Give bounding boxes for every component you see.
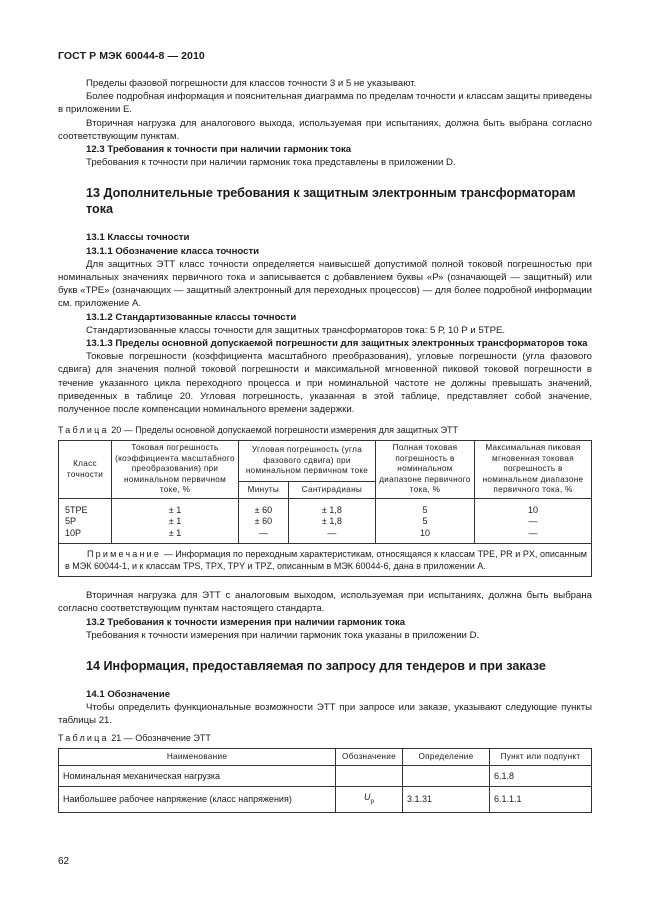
header-symbol: Обозначение [336, 748, 403, 765]
cell-clause: 6.1.1.1 [490, 786, 592, 812]
document-header: ГОСТ Р МЭК 60044-8 — 2010 [58, 50, 205, 62]
subsection-heading: 13.1.3 Пределы основной допускаемой погрешности для защитных электронных трансформаторов тока [86, 338, 588, 350]
table-row [59, 765, 592, 786]
table-caption [58, 424, 592, 437]
accuracy-limits-table [58, 440, 592, 577]
header-name: Наименование [59, 748, 336, 765]
header-full-error: Полная токовая погрешность в номинальном диапазоне первичного тока, % [376, 441, 475, 499]
centiradian-values: ± 1,8 ± 1,8 — [288, 498, 375, 543]
current-error-values: ± 1 ± 1 ± 1 [112, 498, 239, 543]
note-word: Примечание [87, 549, 162, 560]
cell-clause: 6.1.8 [490, 765, 592, 786]
header-current-error: Токовая погрешность (коэффициента масштабного преобразования) при номинальном первичном токе, % [112, 441, 239, 499]
cell-symbol [336, 786, 403, 812]
header-angle-error: Угловая погрешность (угла фазового сдвига) при номинальном первичном токе [239, 441, 376, 481]
subsection-heading: 13.1 Классы точности [86, 232, 190, 244]
section-heading: 13 Дополнительные требования к защитным электронным трансформаторам тока [86, 186, 576, 217]
paragraph: Вторичная нагрузка для аналогового выхода, используемая при испытаниях, должна быть выбрана согласно соответствующим пунктам. [58, 117, 592, 142]
paragraph: Стандартизованные классы точности для защитных трансформаторов тока: 5 Р, 10 Р и 5ТРЕ. [86, 324, 506, 336]
subsection-heading: 12.3 Требования к точности при наличии гармоник тока [86, 144, 352, 156]
subsection-heading: 13.1.2 Стандартизованные классы точности [86, 311, 297, 323]
header-class: Класс точности [59, 441, 112, 499]
subsection-heading: 14.1 Обозначение [86, 689, 171, 700]
class-values: 5ТРЕ 5Р 10Р [59, 498, 112, 543]
spacer [58, 577, 592, 589]
minutes-values: ± 60 ± 60 — [239, 498, 289, 543]
peak-error-values: 10 — — [475, 498, 592, 543]
cell-name: Наибольшее рабочее напряжение (класс напряжения) [59, 786, 336, 812]
symbol-subscript: р [370, 797, 375, 805]
cell-name: Номинальная механическая нагрузка [59, 765, 336, 786]
cell-symbol [336, 765, 403, 786]
table-caption-text: 20 — Пределы основной допускаемой погрешности измерения для защитных ЭТТ [108, 425, 459, 436]
section-heading: 14 Информация, предоставляемая по запросу для тендеров и при заказе [86, 659, 546, 673]
table-caption-text: 21 — Обозначение ЭТТ [108, 732, 211, 743]
header-peak-error: Максимальная пиковая мгновенная токовая погрешность в номинальном диапазоне первичного тока, % [475, 441, 592, 499]
header-minutes: Минуты [239, 481, 289, 498]
paragraph: Пределы фазовой погрешности для классов точности 3 и 5 не указывают. [86, 78, 417, 89]
table-row [59, 786, 592, 812]
document-body [58, 77, 592, 813]
subsection-heading: 13.2 Требования к точности измерения при наличии гармоник тока [86, 616, 406, 628]
table-note [59, 544, 592, 577]
note-text: — Информация по переходным характеристикам, относящаяся к классам ТРЕ, PR и PX, описанным в МЭК 60044-1, и к классам TPS, TPX, TPY и TPZ, описанным в МЭК 60044-6, дана в приложении А. [65, 549, 587, 572]
table-caption-word: Таблица [58, 425, 109, 436]
table-caption [58, 732, 592, 745]
header-clause: Пункт или подпункт [490, 748, 592, 765]
paragraph: Более подробная информация и пояснительная диаграмма по пределам точности и классам защиты приведены в приложении Е. [58, 91, 592, 116]
paragraph: Токовые погрешности (коэффициента масштабного преобразования), угловые погрешности (угла фазового сдвига) для значения полной токовой погрешности и максимальной мгновенной пиковой токовой погрешности в течение указанного цикла переходного процесса и при номинальной частоте не должны превышать значений, приведенных в таблице 20. Угловая погрешность, указанная в этой таблице, представляет собой значение, полученное после компенсации номинального времени задержки. [58, 351, 592, 416]
cell-definition: 3.1.31 [403, 786, 490, 812]
header-definition: Определение [403, 748, 490, 765]
ett-designation-table [58, 748, 592, 813]
paragraph: Для защитных ЭТТ класс точности определяется наивысшей допустимой полной токовой погрешностью при номинальных значениях первичного тока и записывается с добавлением буквы «Р» (означающей — защитный) или букв «ТРЕ» (означающих — защитный электронный для переходных процессов) — для более подробной информации см. приложение А. [58, 258, 592, 310]
subsection-heading: 13.1.1 Обозначение класса точности [86, 245, 260, 257]
paragraph: Требования к точности при наличии гармоник тока представлены в приложении D. [86, 157, 456, 169]
cell-definition [403, 765, 490, 786]
paragraph: Требования к точности измерения при наличии гармоник тока указаны в приложении D. [86, 629, 480, 641]
full-error-values: 5 5 10 [376, 498, 475, 543]
paragraph: Вторичная нагрузка для ЭТТ с аналоговым выходом, используемая при испытаниях, должна быть выбрана согласно соответствующим пунктам настоящего стандарта. [58, 590, 592, 615]
paragraph: Чтобы определить функциональные возможности ЭТТ при запросе или заказе, указывают следующие пункты таблицы 21. [58, 702, 592, 727]
symbol-main: U [363, 791, 371, 802]
page-number: 62 [58, 856, 70, 867]
header-centiradians: Сантирадианы [288, 481, 375, 498]
table-caption-word: Таблица [58, 732, 109, 743]
